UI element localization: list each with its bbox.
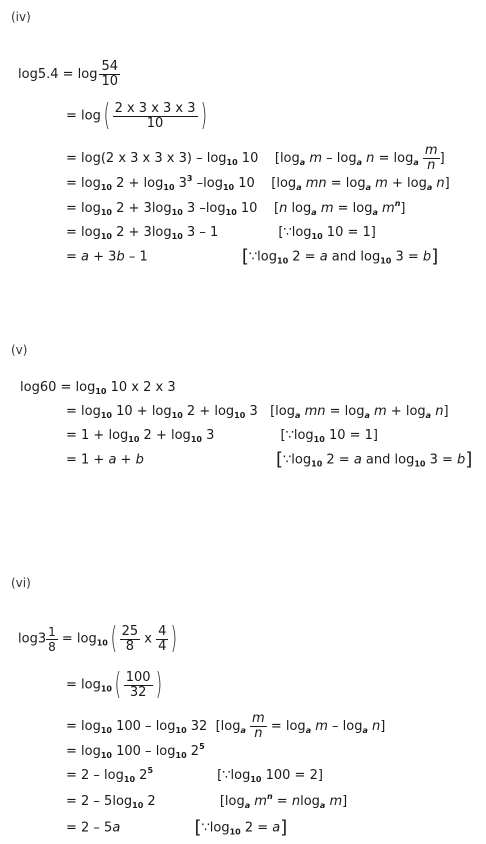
equation-line: = $\log_{10} 10 + \log_{10} 2 + \log_{10} 3$ [$\log_a$ mn = $\log_a m + \log_a n$] [66,404,449,420]
section-label-vi: (vi) [11,576,31,590]
equation-line: = $\log_{10} 2 + 3\log_{10}$ 3 – 1 [$\because\log_{10}$ 10 = 1] [66,225,376,241]
equation-line: = $\log_{10}$( $\frac{100}{32}$ ) [66,667,162,702]
equation-line: = $\log_{10} 2 + 3\log_{10}$ 3 $-\log_{10}$ 10 [n $\log_a m = \log_a m^n$] [66,199,406,217]
equation-line: = $2 - 5\log_{10}$ 2 [$\log_a$ $m^n = nlog_a$ m] [66,792,348,810]
equation-lhs: log5.4 = log $\frac{54}{10}$ [18,59,119,89]
equation-lhs: log3 $\frac{1}{8}$ = $\log_{10}$( $\frac{25}{8}$ x $\frac{4}{4}$ ) [18,621,178,656]
equation-line: = $1 + \log_{10} 2 + \log_{10} 3$ [$\because\log_{10}$ 10 = 1] [66,428,378,444]
equation-line: = 1 + a + b [$\because\log_{10}$ 2 = a and $\log_{10} 3 = b$] [66,449,473,470]
equation-line: = $\log_{10} 100 - \log_{10} 32$ [$\log_a$ $\frac{m}{n}$ = $\log_a m - \log_a n$] [66,711,386,741]
section-label-iv-display: (iv) [11,10,31,24]
equation-line: = 2 – 5a [$\because\log_{10}$ 2 = a] [66,817,288,838]
equation-line: = $\log_{10} 100 - \log_{10} 2^5$ [66,742,205,760]
equation-line: = $2 - \log_{10} 2^5$ [$\because\log_{10}$ 100 = 2] [66,766,323,784]
equation-line: = log(2 x 3 x 3 x $3) - \log_{10} 10$ [$\log_a$ $m - \log_a n = \log_a$ $\frac{m}{n}$ ] [66,143,445,173]
section-label-v: (v) [11,343,28,357]
equation-lhs: $\log 60 = \log_{10} 10$ x 2 x 3 [20,380,176,396]
equation-line: = a + 3b – 1 [$\because\log_{10}$ 2 = a and $\log_{10} 3 = b$] [66,246,439,267]
equation-line: = log( $\frac{2 x 3 x 3 x 3}{10}$ ) [66,98,207,133]
equation-line: = $\log_{10} 2 + \log_{10} 3^3$ $-\log_{10}$ 10 [$\log_a$ mn = $\log_a m + \log_a n$] [66,174,450,192]
